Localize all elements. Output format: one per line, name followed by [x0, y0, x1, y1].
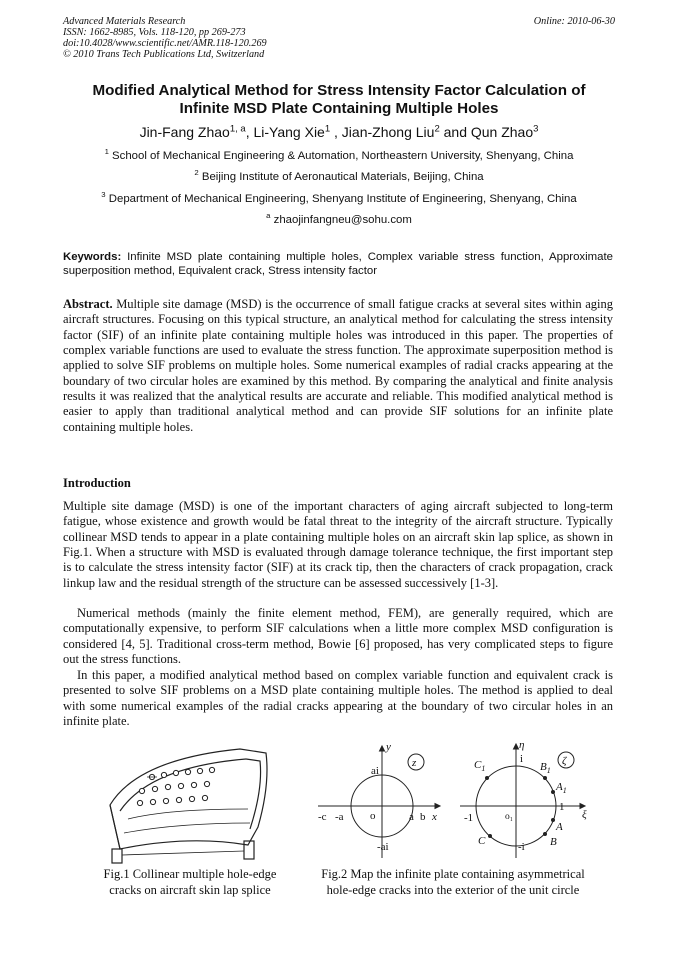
abstract-text: Multiple site damage (MSD) is the occurrence of small fatigue cracks at several sites within aging aircraft structures. Focusing on this typical structure, an analytical method for calculating the stress intensity factor (SIF) of an infinite plate containing multiple holes was introduced in this paper. The properties of complex variable functions are used to evaluate the stress function. The approximate superposition method is applied to solve SIF problems on multiple holes. Some numerical examples of radial cracks appearing at the boundary of two circular holes are examined by this method. By comparing the analytical and finite analysis results it was realized that the analytical results are accurate and reliable. This modified analytical method is easier to apply than traditional analytical method and can provide SIF solutions for an infinite plate containing multiple holes.	[63, 297, 613, 434]
z-x-label: x	[432, 811, 437, 823]
zeta-neg-i-label: -i	[518, 841, 525, 853]
doi-line: doi:10.4028/www.scientific.net/AMR.118-120.269	[63, 38, 267, 49]
copyright-line: © 2010 Trans Tech Publications Ltd, Switzerland	[63, 49, 265, 60]
z-neg-c-label: -c	[318, 811, 327, 823]
abstract-label: Abstract.	[63, 297, 113, 311]
intro-paragraph-3: In this paper, a modified analytical method based on complex variable function and equivalent crack is presented to solve SIF problems on a MSD plate containing multiple holes. The method is applied to deal with some numerical examples of the radial cracks appearing at the boundary of two circular holes in an infinite plate.	[63, 668, 613, 729]
affiliation-marker: 3	[101, 190, 106, 200]
author-sup: 1	[324, 123, 331, 135]
affiliation-marker: 2	[194, 168, 199, 178]
caption-line: Fig.2 Map the infinite plate containing asymmetrical	[321, 867, 585, 881]
label-A1: $A_1$	[556, 781, 567, 795]
z-neg-ai-label: -ai	[377, 841, 389, 853]
point-A1	[551, 790, 555, 794]
figure-1-lap-splice	[98, 745, 283, 865]
z-ai-label: ai	[371, 765, 379, 777]
affiliation-2	[40, 168, 638, 183]
section-heading: Introduction	[63, 476, 131, 490]
figure-1-caption	[70, 866, 310, 898]
affiliation-text[interactable]: zhaojinfangneu@sohu.com	[270, 214, 412, 226]
intro-paragraph-1: Multiple site damage (MSD) is one of the important characters of aging aircraft subjected to long-term fatigue, whose existence and growth would be fatal threat to the integrity of the aircraft structure. Typically collinear MSD tends to appear in a plate containing multiple holes on an aircraft skin lap splice, as shown in Fig.1. When a structure with MSD is evaluated through damage tolerance technique, the first important step is to calculate the stress intensity factor (SIF) at its crack tip, then the characters of crack propagation, crack linkup law and the residual strength of the structure can be assessed successively [1-3].	[63, 499, 613, 590]
affiliation-text: School of Mechanical Engineering & Automation, Northeastern University, Shenyang, China	[108, 150, 574, 162]
author-name: Jin-Fang Zhao	[139, 124, 230, 140]
caption-line: cracks on aircraft skin lap splice	[109, 883, 271, 897]
z-y-label: y	[386, 741, 391, 753]
author-name: and Qun Zhao	[439, 124, 534, 140]
point-C1	[485, 776, 489, 780]
author-list	[40, 124, 638, 140]
author-sup: 2	[434, 123, 440, 135]
label-B1: $B_1$	[540, 761, 551, 775]
affiliation-email	[40, 211, 638, 226]
issn-line: ISSN: 1662-8985, Vols. 118-120, pp 269-273	[63, 27, 246, 38]
label-C1: $C_1$	[474, 759, 486, 773]
journal-header	[63, 16, 615, 60]
author-sup: 3	[533, 123, 539, 135]
keywords-label: Keywords:	[63, 251, 122, 263]
zeta-eta-arrow	[514, 744, 519, 749]
zeta-origin-label: o₁	[505, 812, 514, 822]
zeta-xi-arrow	[580, 804, 585, 809]
z-a-label: a	[409, 811, 414, 823]
zeta-plane-label: ζ	[562, 755, 567, 767]
author-name: , Li-Yang Xie	[245, 124, 325, 140]
title-line-1: Modified Analytical Method for Stress Intensity Factor Calculation of	[92, 82, 586, 99]
keywords-text: Infinite MSD plate containing multiple holes, Complex variable stress function, Approximate superposition method, Equivalent crack, Stress intensity factor	[63, 251, 613, 277]
author-name: , Jian-Zhong Liu	[330, 124, 435, 140]
point-B	[543, 832, 547, 836]
affiliation-marker: 1	[104, 147, 109, 157]
z-plane-label: z	[412, 757, 417, 769]
abstract	[63, 297, 613, 435]
z-x-arrow	[435, 804, 440, 809]
zeta-eta-label: η	[519, 739, 525, 751]
paper-title	[40, 82, 638, 118]
affiliation-text: Department of Mechanical Engineering, Shenyang Institute of Engineering, Shenyang, China	[105, 193, 577, 205]
z-y-arrow	[380, 746, 385, 751]
online-date: Online: 2010-06-30	[533, 16, 615, 27]
z-neg-a-label: -a	[335, 811, 344, 823]
point-C	[488, 834, 492, 838]
label-C: C	[478, 835, 486, 847]
zeta-xi-label: ξ	[582, 809, 587, 821]
affiliation-3	[40, 190, 638, 205]
keywords	[63, 250, 613, 278]
intro-paragraph-2: Numerical methods (mainly the finite element method, FEM), are generally required, which are computationally expensive, to perform SIF calculations when a little more complex MSD configuration is considered [4, 5]. Traditional cross-term method, Bowie [6] proposed, has very complicated steps to figure out the stress functions.	[63, 606, 613, 667]
author-sup: 1, a	[229, 123, 246, 135]
z-b-label: b	[420, 811, 426, 823]
point-A	[551, 818, 555, 822]
zeta-neg-1-label: -1	[464, 812, 474, 824]
zeta-one-label: 1	[559, 801, 565, 813]
point-B1	[543, 776, 547, 780]
affiliation-1	[40, 147, 638, 162]
affiliation-marker: a	[266, 211, 271, 221]
journal-name: Advanced Materials Research	[63, 16, 186, 27]
zeta-i-label: i	[520, 753, 524, 765]
figure-2-caption	[293, 866, 613, 898]
label-A: A	[556, 821, 563, 833]
affiliation-text: Beijing Institute of Aeronautical Materials, Beijing, China	[198, 171, 484, 183]
label-B: B	[550, 836, 557, 848]
caption-line: Fig.1 Collinear multiple hole-edge	[103, 867, 277, 881]
caption-line: hole-edge cracks into the exterior of the unit circle	[326, 883, 580, 897]
z-origin-label: o	[370, 810, 376, 822]
figure-2-mapping	[300, 738, 600, 860]
title-line-2: Infinite MSD Plate Containing Multiple Holes	[179, 100, 499, 117]
